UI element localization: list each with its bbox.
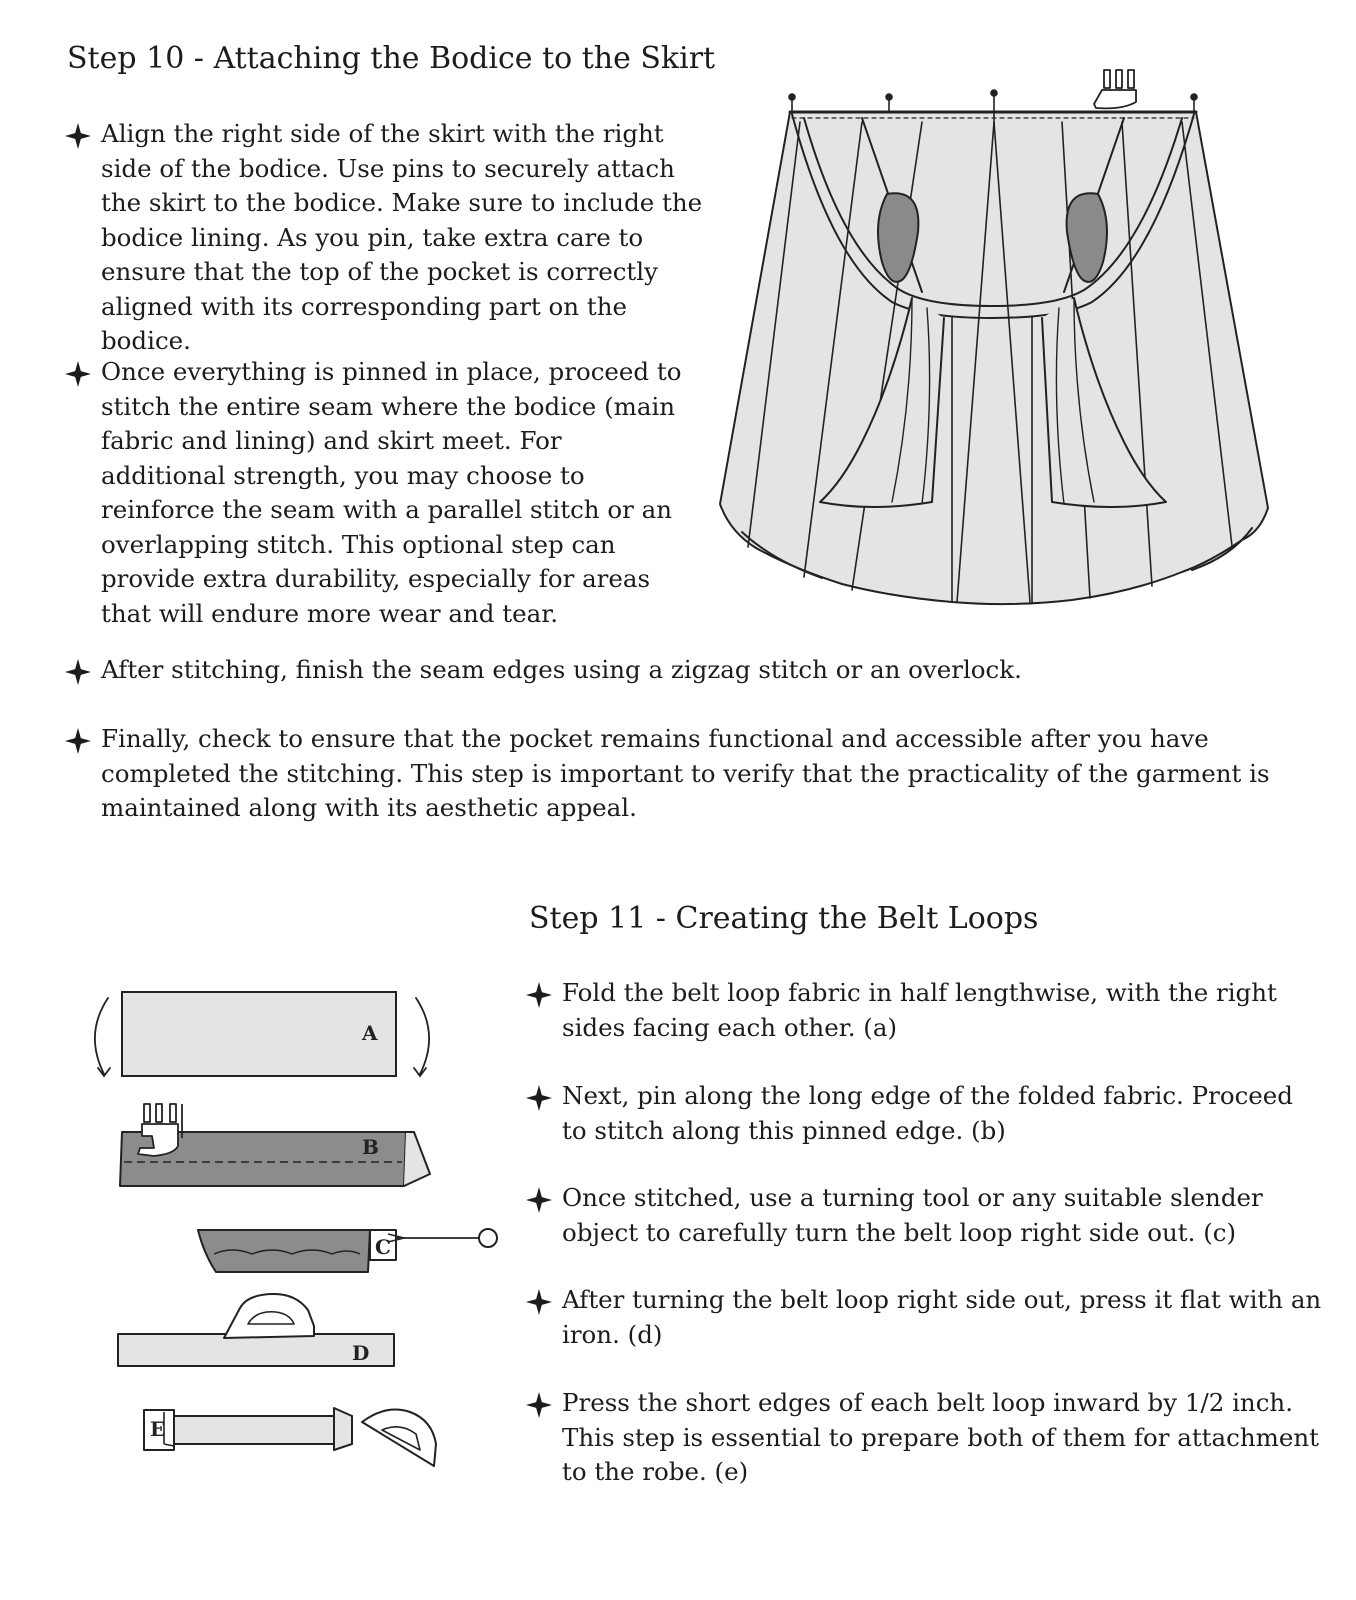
figure-label-a: A (362, 1021, 378, 1045)
step10-bullet-1 (101, 117, 721, 359)
step10-bullet-1-text: Align the right side of the skirt with the right side of the bodice. Use pins to securely attach the skirt to the bodice. Make sure to include the bodice lining. As you pin, take extra care to ensure that the top of the pocket is correctly aligned with its corresponding part on the bodice. (101, 119, 703, 355)
step11-bullet-2-text: Next, pin along the long edge of the folded fabric. Proceed to stitch along this pinned edge. (b) (562, 1081, 1293, 1145)
step10-bullet-4 (101, 722, 1326, 826)
step11-bullet-5-text: Press the short edges of each belt loop inward by 1/2 inch. This step is essential to prepare both of them for attachment to the robe. (e) (562, 1388, 1319, 1486)
step11-bullet-1-text: Fold the belt loop fabric in half lengthwise, with the right sides facing each other. (a) (562, 978, 1277, 1042)
four-point-star-icon (526, 1392, 552, 1418)
four-point-star-icon (65, 659, 91, 685)
figure-label-c: C (375, 1235, 391, 1259)
step11-bullet-4 (562, 1283, 1322, 1352)
step10-bullet-3 (101, 653, 1321, 688)
figure-label-d: D (352, 1341, 370, 1365)
belt-loop-figure-c (192, 1220, 504, 1278)
step11-bullet-3-text: Once stitched, use a turning tool or any suitable slender object to carefully turn the belt loop right side out. (c) (562, 1183, 1263, 1247)
step11-heading: Step 11 - Creating the Belt Loops (529, 901, 1039, 936)
skirt-attachment-illustration (712, 62, 1292, 622)
step10-bullet-2 (101, 355, 691, 631)
step10-bullet-3-text: After stitching, finish the seam edges using a zigzag stitch or an overlock. (101, 655, 1022, 684)
four-point-star-icon (65, 361, 91, 387)
belt-loop-figure-e (138, 1394, 444, 1470)
step10-bullet-2-text: Once everything is pinned in place, proceed to stitch the entire seam where the bodice (main fabric and lining) and skirt meet. For additional strength, you may choose to reinforce the seam with a parallel stitch or an overlapping stitch. This optional step can provide extra durability, especially for areas that will endure more wear and tear. (101, 357, 682, 628)
four-point-star-icon (65, 728, 91, 754)
belt-loop-figure-a (86, 986, 438, 1086)
figure-label-e: E (150, 1417, 166, 1441)
step11-bullet-2 (562, 1079, 1322, 1148)
step10-bullet-4-text: Finally, check to ensure that the pocket remains functional and accessible after you have completed the stitching. This step is important to verify that the practicality of the garment is maintained along with its aesthetic appeal. (101, 724, 1270, 822)
belt-loop-figure-b (114, 1098, 444, 1192)
four-point-star-icon (526, 1187, 552, 1213)
figure-label-b: B (362, 1135, 379, 1159)
belt-loop-figure-d (114, 1286, 402, 1370)
step11-bullet-4-text: After turning the belt loop right side out, press it flat with an iron. (d) (562, 1285, 1322, 1349)
iron-icon (224, 1294, 314, 1338)
four-point-star-icon (526, 982, 552, 1008)
step11-bullet-5 (562, 1386, 1322, 1490)
four-point-star-icon (65, 123, 91, 149)
step11-bullet-3 (562, 1181, 1322, 1250)
four-point-star-icon (526, 1289, 552, 1315)
iron-icon (362, 1410, 436, 1466)
four-point-star-icon (526, 1085, 552, 1111)
step10-heading: Step 10 - Attaching the Bodice to the Skirt (67, 41, 716, 76)
step11-bullet-1 (562, 976, 1322, 1045)
